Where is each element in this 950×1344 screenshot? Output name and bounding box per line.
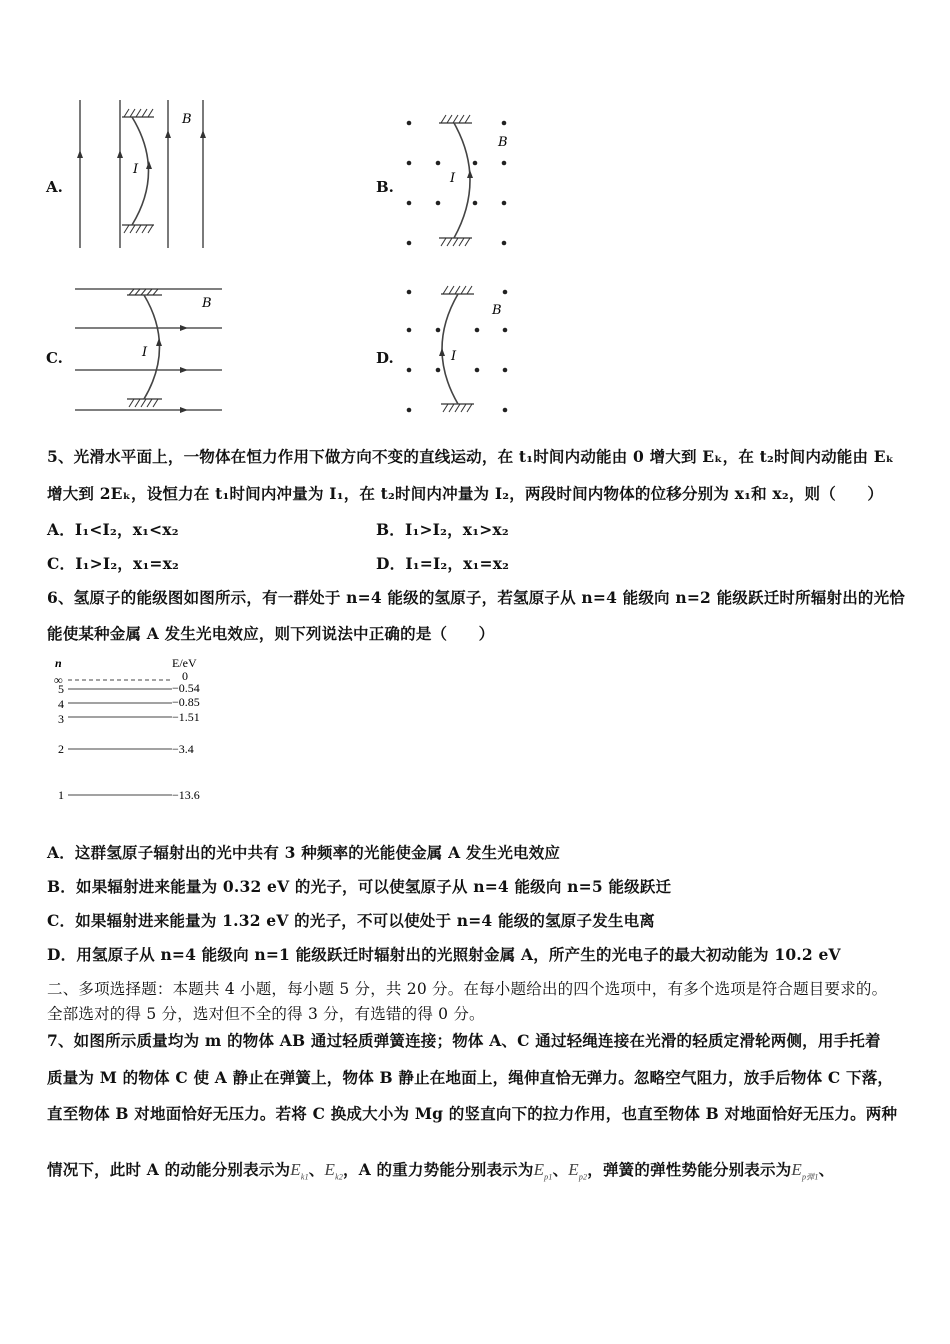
q7-line4-a: 情况下，此时 A 的动能分别表示为 — [47, 1160, 291, 1179]
q6-option-b: B．如果辐射进来能量为 0.32 eV 的光子，可以使氢原子从 n=4 能级向 n=5 能级跃迁 — [47, 877, 672, 896]
field-arrow — [165, 130, 171, 138]
current-label: I — [450, 171, 456, 186]
level-n: 4 — [58, 697, 64, 711]
q5-option-c: C．I₁>I₂，x₁=x₂ — [47, 554, 180, 573]
level-e: −13.6 — [172, 788, 200, 802]
current-arrow — [146, 161, 152, 169]
level-e: −1.51 — [172, 710, 200, 724]
level-n: 2 — [58, 742, 64, 756]
ek2-symbol: $E_{k2}$ — [324, 1160, 344, 1182]
level-e: −0.54 — [172, 681, 200, 695]
ep-spring1-symbol: $E_{p弹1}$ — [791, 1160, 819, 1182]
figure-a — [70, 95, 220, 255]
b-field-label: B — [492, 303, 502, 318]
ek1-symbol: $E_{k1}$ — [290, 1160, 309, 1182]
current-label: I — [133, 162, 139, 177]
q6-line1: 6、氢原子的能级图如图所示，有一群处于 n=4 能级的氢原子，若氢原子从 n=4 能级向 n=2 能级跃迁时所辐射出的光恰 — [47, 588, 905, 607]
q6-line2: 能使某种金属 A 发生光电效应，则下列说法中正确的是（ ） — [47, 624, 495, 643]
b-field-label: B — [202, 296, 212, 311]
field-arrow — [117, 150, 123, 158]
q7-line4-b: ，A 的重力势能分别表示为 — [343, 1160, 534, 1179]
level-n: ∞ — [54, 673, 63, 687]
level-n: 3 — [58, 712, 64, 726]
option-d-label: D. — [376, 349, 394, 367]
q7-line4 — [47, 1158, 834, 1182]
q7-line3: 直至物体 B 对地面恰好无压力。若将 C 换成大小为 Mg 的竖直向下的拉力作用，也直至物体 B 对地面恰好无压力。两种 — [47, 1104, 898, 1123]
field-arrow — [200, 130, 206, 138]
e-header: E/eV — [172, 656, 197, 670]
ep2-symbol: $E_{p2}$ — [568, 1160, 588, 1182]
current-label: I — [451, 349, 457, 364]
energy-level-diagram — [50, 655, 230, 810]
level-e: 0 — [182, 669, 188, 683]
figure-d — [398, 280, 528, 420]
q6-option-a: A．这群氢原子辐射出的光中共有 3 种频率的光能使金属 A 发生光电效应 — [47, 843, 561, 862]
level-n: 5 — [58, 682, 64, 696]
q5-option-b: B．I₁>I₂，x₁>x₂ — [376, 520, 509, 539]
separator: 、 — [818, 1160, 835, 1179]
separator: 、 — [308, 1160, 325, 1179]
q6-option-c: C．如果辐射进来能量为 1.32 eV 的光子，不可以使处于 n=4 能级的氢原子发生电离 — [47, 911, 655, 930]
option-b-label: B. — [376, 178, 394, 196]
ep1-symbol: $E_{p1}$ — [533, 1160, 553, 1182]
figure-c — [70, 280, 230, 420]
q5-option-a: A．I₁<I₂，x₁<x₂ — [47, 520, 179, 539]
q5-line2: 增大到 2Eₖ，设恒力在 t₁时间内冲量为 I₁，在 t₂时间内冲量为 I₂，两段时间内物体的位移分别为 x₁和 x₂，则（ ） — [47, 484, 884, 503]
n-header: n — [55, 656, 62, 670]
level-n: 1 — [58, 788, 64, 802]
option-a-label: A. — [46, 178, 63, 196]
level-e: −3.4 — [172, 742, 194, 756]
figure-b — [398, 110, 528, 255]
level-e: −0.85 — [172, 695, 200, 709]
separator: 、 — [552, 1160, 569, 1179]
q7-line1: 7、如图所示质量均为 m 的物体 AB 通过轻质弹簧连接；物体 A、C 通过轻绳连接在光滑的轻质定滑轮两侧，用手托着 — [47, 1031, 881, 1050]
current-label: I — [142, 345, 148, 360]
b-field-label: B — [182, 112, 192, 127]
section2-line1: 二、多项选择题：本题共 4 小题，每小题 5 分，共 20 分。在每小题给出的四个选项中，有多个选项是符合题目要求的。 — [47, 980, 888, 998]
q5-line1: 5、光滑水平面上，一物体在恒力作用下做方向不变的直线运动，在 t₁时间内动能由 0 增大到 Eₖ，在 t₂时间内动能由 Eₖ — [47, 447, 895, 466]
section2-line2: 全部选对的得 5 分，选对但不全的得 3 分，有选错的得 0 分。 — [47, 1005, 485, 1023]
q5-option-d: D．I₁=I₂，x₁=x₂ — [376, 554, 510, 573]
q6-option-d: D．用氢原子从 n=4 能级向 n=1 能级跃迁时辐射出的光照射金属 A，所产生的光电子的最大初动能为 10.2 eV — [47, 945, 841, 964]
b-field-label: B — [498, 135, 508, 150]
q7-line2: 质量为 M 的物体 C 使 A 静止在弹簧上，物体 B 静止在地面上，绳伸直恰无弹力。忽略空气阻力，放手后物体 C 下落， — [47, 1068, 894, 1087]
option-c-label: C. — [46, 349, 63, 367]
field-arrow — [77, 150, 83, 158]
q7-line4-c: ，弹簧的弹性势能分别表示为 — [587, 1160, 792, 1179]
